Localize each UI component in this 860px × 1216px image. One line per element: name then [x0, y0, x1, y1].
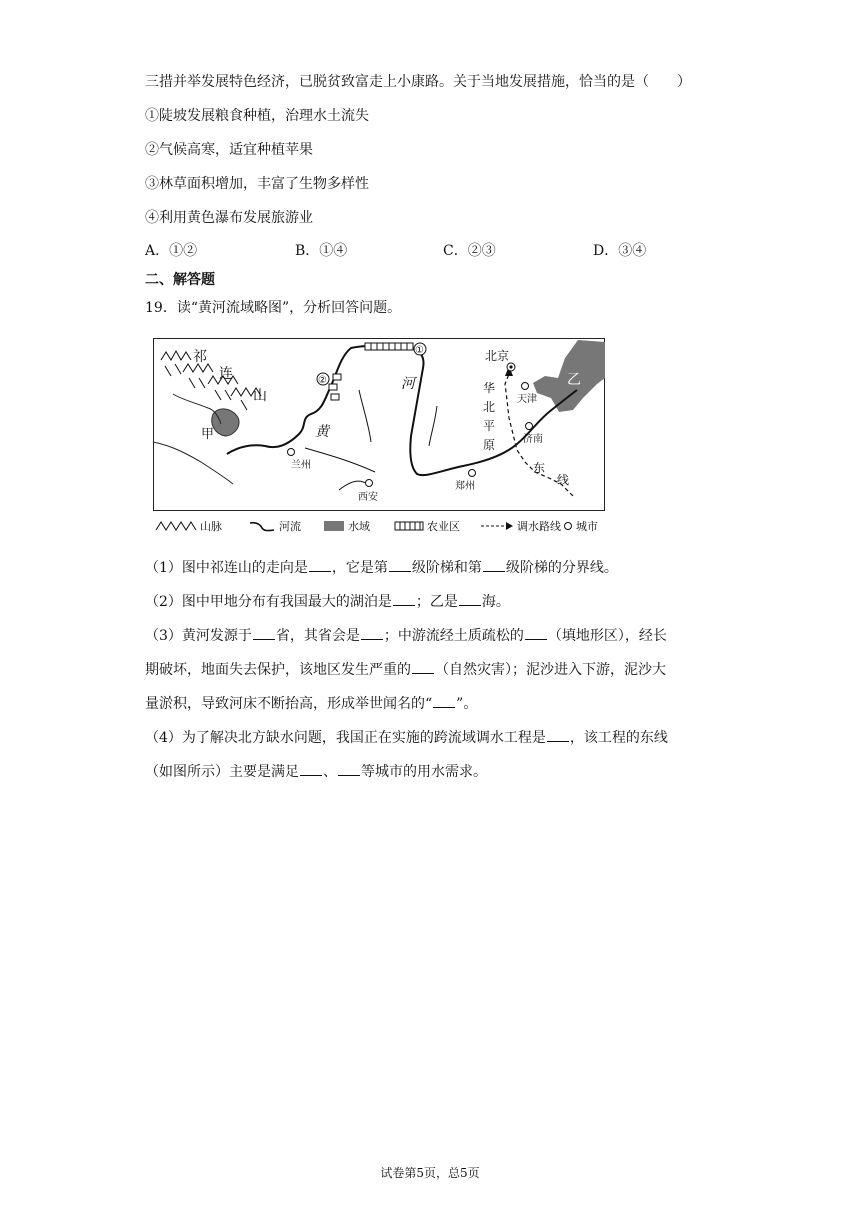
q18-stem-end: 三措并举发展特色经济，已脱贫致富走上小康路。关于当地发展措施，恰当的是（ ）	[145, 74, 691, 90]
legend-river	[248, 518, 301, 534]
legend-route-label: 调水路线	[517, 520, 561, 533]
answer-blank[interactable]	[361, 625, 383, 640]
legend-route	[480, 518, 561, 534]
answer-blank[interactable]	[412, 659, 434, 674]
city-zhengzhou: 郑州	[455, 481, 475, 492]
label-dong: 东	[533, 461, 546, 475]
water-route-arrow-icon	[480, 520, 514, 532]
label-yuan: 原	[483, 438, 496, 452]
page-footer: 试卷第5页，总5页	[380, 1166, 480, 1180]
yellow-river-basin-map	[153, 338, 605, 511]
label-xian: 线	[557, 473, 570, 487]
legend-river-label: 河流	[279, 520, 301, 533]
legend-water-label: 水域	[348, 520, 370, 533]
city-lanzhou: 兰州	[291, 460, 311, 471]
q18-option-c: C．②③	[443, 243, 496, 259]
q18-statement-1: ①陡坡发展粮食种植，治理水土流失	[145, 108, 369, 124]
map-legend	[155, 518, 610, 536]
label-lian: 连	[219, 366, 233, 382]
river-icon	[248, 520, 276, 532]
legend-city-label: 城市	[576, 520, 598, 533]
label-shan: 山	[253, 388, 267, 404]
legend-city	[563, 518, 598, 534]
q19-part-4-line-2: （如图所示）主要是满足 、 等城市的用水需求。	[145, 761, 487, 782]
label-hua: 华	[483, 381, 496, 395]
q19-part-3-line-3: 量淤积，导致河床不断抬高，形成举世闻名的“ ”。	[145, 693, 477, 714]
city-xian-symbol	[366, 480, 373, 487]
marker-2-label: ②	[318, 375, 327, 386]
city-jinan-symbol	[526, 423, 533, 430]
city-beijing-symbol	[507, 363, 515, 371]
label-yi: 乙	[567, 372, 581, 388]
q19-part-1: （1）图中祁连山的走向是 ，它是第 级阶梯和第 级阶梯的分界线。	[145, 557, 618, 578]
q19-part-3-line-2: 期破坏，地面失去保护，该地区发生严重的 （自然灾害）；泥沙进入下游，泥沙大	[145, 659, 666, 680]
q19-part-2: （2）图中甲地分布有我国最大的湖泊是 ；乙是 海。	[145, 591, 510, 612]
city-tianjin-symbol	[522, 383, 529, 390]
answer-blank[interactable]	[483, 557, 505, 572]
city-tianjin: 天津	[517, 394, 537, 405]
q19-part-3-line-1: （3）黄河发源于 省，其省会是 ；中游流经土质疏松的 （填地形区），经长	[145, 625, 667, 646]
label-huang: 黄	[315, 424, 329, 440]
city-icon	[563, 520, 573, 532]
q18-option-b: B．①④	[295, 243, 348, 259]
label-bei: 北	[483, 400, 496, 414]
answer-blank[interactable]	[547, 727, 569, 742]
farmland-hetao	[365, 343, 413, 350]
city-beijing: 北京	[485, 349, 510, 363]
legend-farmland-label: 农业区	[427, 520, 460, 533]
q18-statement-4: ④利用黄色瀑布发展旅游业	[145, 210, 313, 226]
q18-option-d: D．③④	[593, 243, 647, 259]
farmland-icon	[394, 520, 424, 532]
legend-water	[323, 518, 370, 534]
q19-title: 19．读“黄河流域略图”，分析回答问题。	[145, 300, 402, 316]
marker-1-label: ①	[415, 345, 424, 356]
section-heading: 二、解答题	[145, 272, 215, 288]
answer-blank[interactable]	[459, 591, 481, 606]
water-area-icon	[323, 520, 345, 532]
answer-blank[interactable]	[300, 761, 322, 776]
answer-blank[interactable]	[525, 625, 547, 640]
city-lanzhou-symbol	[288, 449, 295, 456]
q19-part-4-line-1: （4）为了解决北方缺水问题，我国正在实施的跨流域调水工程是 ，该工程的东线	[145, 727, 668, 748]
label-jia: 甲	[201, 427, 215, 442]
answer-blank[interactable]	[393, 591, 415, 606]
answer-blank[interactable]	[338, 761, 360, 776]
legend-mountain-label: 山脉	[200, 520, 222, 533]
answer-blank[interactable]	[309, 557, 331, 572]
q18-statement-3: ③林草面积增加，丰富了生物多样性	[145, 176, 369, 192]
city-xian: 西安	[358, 492, 378, 503]
label-he: 河	[401, 376, 415, 392]
answer-blank[interactable]	[253, 625, 275, 640]
answer-blank[interactable]	[389, 557, 411, 572]
label-ping: 平	[483, 419, 496, 433]
mountain-icon	[155, 520, 197, 532]
city-jinan: 济南	[523, 434, 543, 445]
q18-option-a: A．①②	[145, 243, 198, 259]
q18-statement-2: ②气候高寒，适宜种植苹果	[145, 142, 313, 158]
label-qi: 祁	[193, 349, 207, 365]
legend-farmland	[394, 518, 460, 534]
city-zhengzhou-symbol	[469, 470, 476, 477]
answer-blank[interactable]	[433, 693, 455, 708]
legend-mountain	[155, 518, 222, 534]
